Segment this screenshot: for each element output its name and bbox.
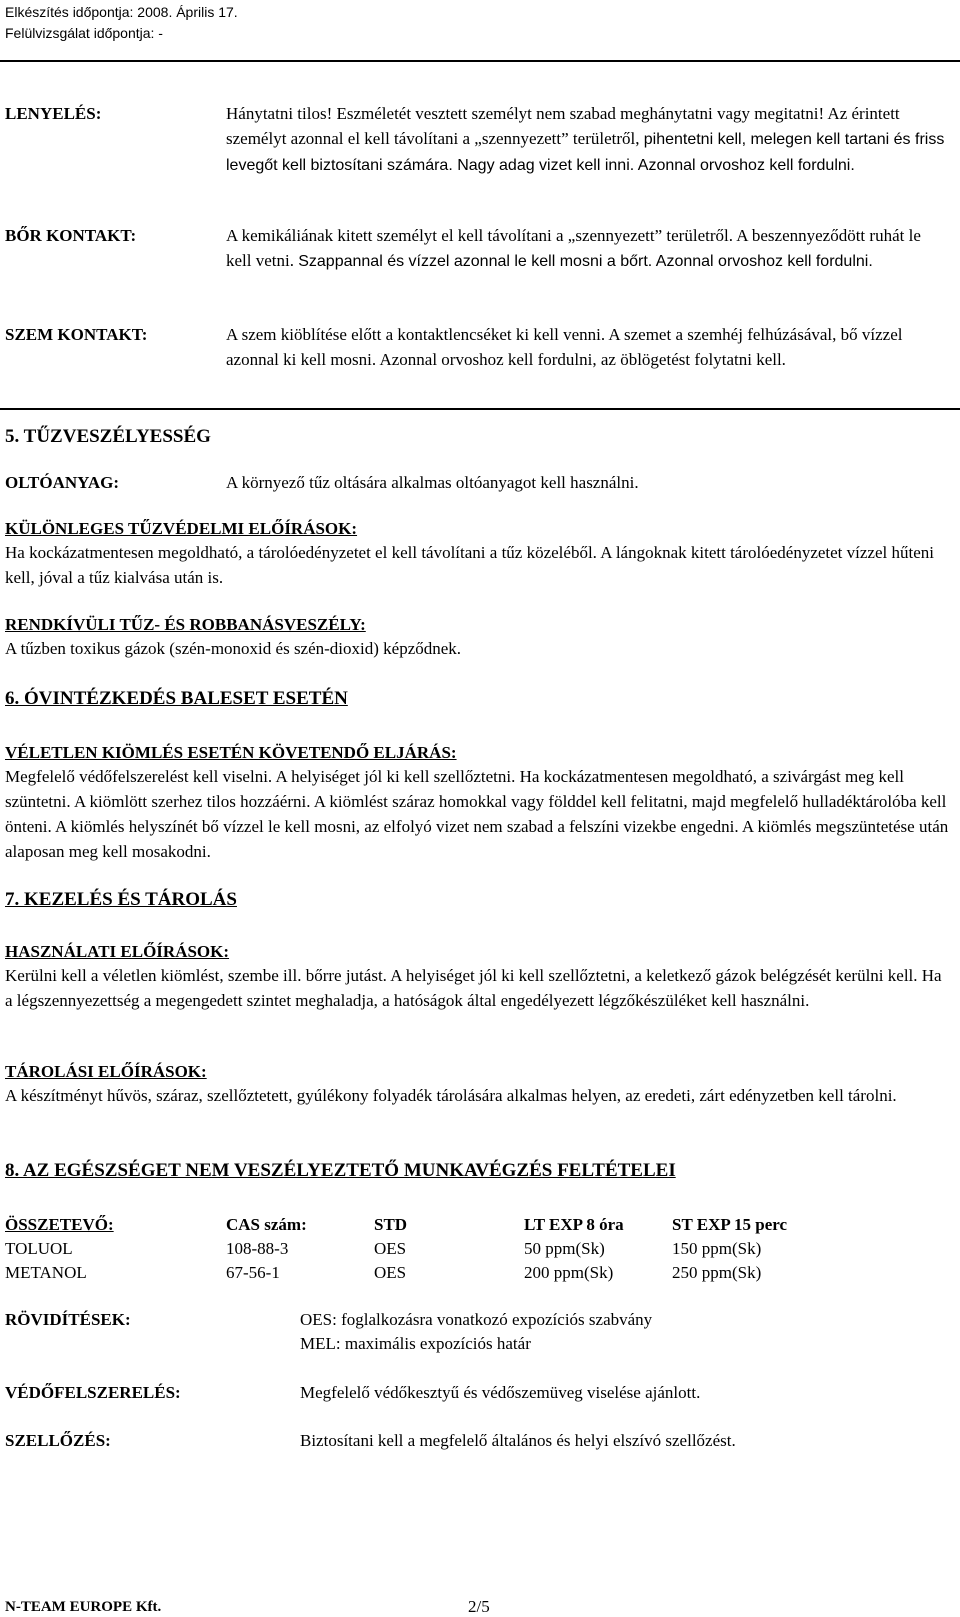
use-label: HASZNÁLATI ELŐÍRÁSOK: bbox=[5, 942, 230, 961]
extinguisher-text: A környező tűz oltására alkalmas oltóanyagot kell használni. bbox=[226, 473, 639, 492]
table-header-cas: CAS szám: bbox=[226, 1215, 307, 1234]
eye-contact-label: SZEM KONTAKT: bbox=[5, 325, 148, 344]
special-fire-text: Ha kockázatmentesen megoldható, a tárolóedényzetet el kell távolítani a tűz közeléből. A lángoknak kitett tárolóedényzetet vízzel hűteni kell, jóval a tűz kialvása után is. bbox=[5, 543, 934, 587]
skin-contact-text-part1: A kemikáliának kitett személyt el kell távolítani a „szennyezett” területről. A beszennyeződött ruhát le kell vetni. bbox=[226, 226, 921, 270]
ingestion-text-part1: Hánytatni tilos! Eszméletét vesztett személyt nem szabad meghánytatni vagy megitatni! Az érintett személyt azonnal el kell távolítani a „szennyezett” területről, bbox=[226, 104, 900, 148]
table-cell: OES bbox=[374, 1263, 407, 1282]
table-cell: 200 ppm(Sk) bbox=[524, 1263, 614, 1282]
section-6-title: 6. ÓVINTÉZKEDÉS BALESET ESETÉN bbox=[5, 688, 348, 709]
table-cell: METANOL bbox=[5, 1263, 87, 1282]
ppe-label: VÉDŐFELSZERELÉS: bbox=[5, 1383, 181, 1402]
eye-contact-text: A szem kiöblítése előtt a kontaktlencséket ki kell venni. A szemet a szemhéj felhúzásával, bő vízzel azonnal ki kell mosni. Azonnal orvoshoz kell fordulni, az öblögetést folytatni kell. bbox=[226, 325, 903, 369]
ventilation-text: Biztosítani kell a megfelelő általános és helyi elszívó szellőzést. bbox=[300, 1431, 736, 1450]
table-cell: 108-88-3 bbox=[226, 1239, 289, 1258]
table-cell: 250 ppm(Sk) bbox=[672, 1263, 762, 1282]
ingestion-text-part2: pihentetni kell, melegen kell tartani és friss levegőt kell biztosítani számára. Nagy adag vizet kell inni. Azonnal orvoshoz kell fordulni. bbox=[226, 131, 945, 174]
abbreviation-mel: MEL: maximális expozíciós határ bbox=[300, 1334, 531, 1353]
fire-hazard-text: A tűzben toxikus gázok (szén-monoxid és szén-dioxid) képződnek. bbox=[5, 639, 462, 658]
fire-hazard-label: RENDKÍVÜLI TŰZ- ÉS ROBBANÁSVESZÉLY: bbox=[5, 615, 366, 634]
table-header-lt-exp: LT EXP 8 óra bbox=[524, 1215, 624, 1234]
spill-label: VÉLETLEN KIÖMLÉS ESETÉN KÖVETENDŐ ELJÁRÁS: bbox=[5, 743, 457, 762]
section-7-title: 7. KEZELÉS ÉS TÁROLÁS bbox=[5, 889, 237, 910]
table-header-ingredient: ÖSSZETEVŐ: bbox=[5, 1215, 114, 1234]
footer-page-number: 2/5 bbox=[468, 1597, 490, 1616]
extinguisher-label: OLTÓANYAG: bbox=[5, 473, 119, 492]
section-divider-5 bbox=[0, 408, 960, 410]
ingestion-label: LENYELÉS: bbox=[5, 104, 102, 123]
section-8-title: 8. AZ EGÉSZSÉGET NEM VESZÉLYEZTETŐ MUNKAVÉGZÉS FELTÉTELEI bbox=[5, 1160, 676, 1181]
abbreviation-oes: OES: foglalkozásra vonatkozó expozíciós szabvány bbox=[300, 1310, 653, 1329]
table-header-st-exp: ST EXP 15 perc bbox=[672, 1215, 788, 1234]
table-header-std: STD bbox=[374, 1215, 408, 1234]
ppe-text: Megfelelő védőkesztyű és védőszemüveg viselése ajánlott. bbox=[300, 1383, 701, 1402]
section-5-title: 5. TŰZVESZÉLYESSÉG bbox=[5, 426, 211, 447]
table-cell: 67-56-1 bbox=[226, 1263, 280, 1282]
table-cell: OES bbox=[374, 1239, 407, 1258]
skin-contact-label: BŐR KONTAKT: bbox=[5, 226, 137, 245]
revised-date: Felülvizsgálat időpontja: - bbox=[5, 25, 163, 41]
table-cell: 50 ppm(Sk) bbox=[524, 1239, 605, 1258]
storage-label: TÁROLÁSI ELŐÍRÁSOK: bbox=[5, 1062, 207, 1081]
created-date: Elkészítés időpontja: 2008. Április 17. bbox=[5, 4, 238, 20]
footer-company: N-TEAM EUROPE Kft. bbox=[5, 1599, 162, 1615]
storage-text: A készítményt hűvös, száraz, szellőztetett, gyúlékony folyadék tárolására alkalmas helyen, az eredeti, zárt edényzetben kell tárolni. bbox=[5, 1086, 897, 1105]
ingestion-text bbox=[226, 101, 946, 178]
skin-contact-text-part2: Szappannal és vízzel azonnal le kell mosni a bőrt. Azonnal orvoshoz kell fordulni. bbox=[298, 253, 873, 270]
header-divider bbox=[0, 60, 960, 62]
use-text: Kerülni kell a véletlen kiömlést, szembe ill. bőrre jutást. A helyiséget jól ki kell szellőztetni, a keletkező gázok belégzését kerülni kell. Ha a légszennyezettség a megengedett szintet meghaladja, a hatóságok által engedélyezett légzőkészüléket kell használni. bbox=[5, 966, 942, 1010]
spill-text: Megfelelő védőfelszerelést kell viselni. A helyiséget jól ki kell szellőztetni. Ha kockázatmentesen megoldható, a szivárgást meg kell szüntetni. A kiömlött szerhez tilos hozzáérni. A kiömlést száraz homokkal vagy földdel kell felitatni, majd megfelelő hulladéktárolóba kell önteni. A kiömlés helyszínét bő vízzel le kell mosni, az elfolyó vizet nem szabad a felszíni vizekbe engedni. A kiömlés megszüntetése után alaposan meg kell mosakodni. bbox=[5, 767, 949, 861]
table-cell: 150 ppm(Sk) bbox=[672, 1239, 762, 1258]
special-fire-label: KÜLÖNLEGES TŰZVÉDELMI ELŐÍRÁSOK: bbox=[5, 519, 358, 538]
skin-contact-text bbox=[226, 223, 946, 274]
ventilation-label: SZELLŐZÉS: bbox=[5, 1431, 111, 1450]
abbreviations-label: RÖVIDÍTÉSEK: bbox=[5, 1310, 131, 1329]
table-cell: TOLUOL bbox=[5, 1239, 73, 1258]
